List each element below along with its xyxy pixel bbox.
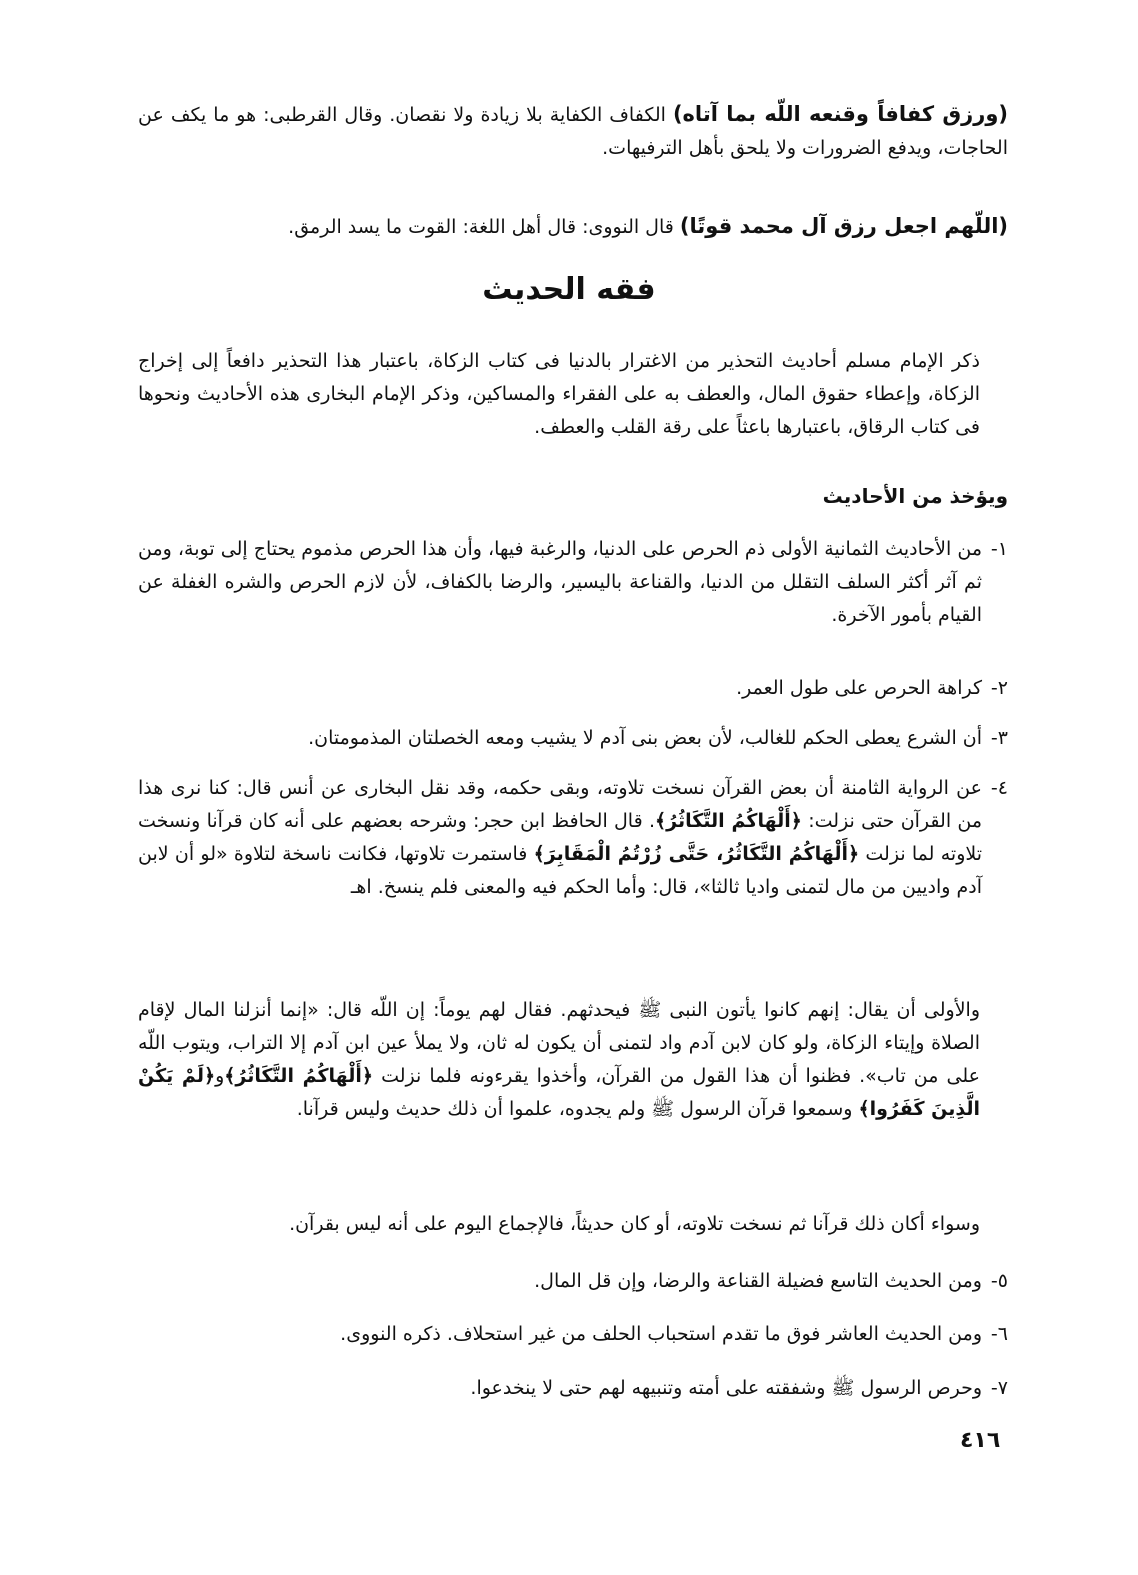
paragraph-sawa [138,1208,1008,1241]
intro-text: ذكر الإمام مسلم أحاديث التحذير من الاغترار بالدنيا فى كتاب الزكاة، باعتبار هذا التحذير دافعاً إلى إخراج الزكاة، وإعطاء حقوق المال، والعطف به على الفقراء والمساكين، وذكر الإمام البخارى هذه الأحاديث ونحوها فى كتاب الرقاق، باعتبارها باعثاً على رقة القلب والعطف. [138,350,980,438]
quran-verse-bayyina: ﴿لَمْ يَكُنْ الَّذِينَ كَفَرُوا﴾ [138,1065,980,1120]
awla-text-part1: والأولى أن يقال: إنهم كانوا يأتون النبى ﷺ فيحدثهم. فقال لهم يوماً: إن اللّه قال: «إنما أنزلنا المال لإقام الصلاة وإيتاء الزكاة، ولو كان لابن آدم واد لتمنى أن يكون له ثان، ولا يملأ عين ابن آدم إلا التراب، ويتوب اللّه على من تاب». فظنوا أن هذا القول من القرآن، وأخذوا يقرءونه فلما نزلت [138,999,980,1087]
list-text-1: من الأحاديث الثمانية الأولى ذم الحرص على الدنيا، والرغبة فيها، وأن هذا الحرص مذموم يحتاج إلى توبة، ومن ثم آثر أكثر السلف التقلل من الدنيا، والقناعة باليسير، والرضا بالكفاف، لأن لازم الحرص والشره الغفلة عن القيام بأمور الآخرة. [138,538,982,626]
awla-text-part2: وسمعوا قرآن الرسول ﷺ ولم يجدوه، علموا أن ذلك حديث وليس قرآنا. [296,1098,853,1120]
list-item-5 [138,1265,1008,1298]
quran-verse-maqabir: ﴿أَلْهَاكُمُ التَّكَاثُرُ، حَتَّى زُرْتُمُ الْمَقَابِرَ﴾ [533,843,860,865]
list-text-7: وحرص الرسول ﷺ وشفقته على أمته وتنبيهه لهم حتى لا ينخدعوا. [470,1377,982,1399]
paragraph-kafaf-text: الكفاف الكفاية بلا زيادة ولا نقصان. وقال القرطبى: هو ما يكف عن الحاجات، ويدفع الضرورات ولا يلحق بأهل الترفيهات. [138,104,1008,159]
quran-verse-takathur: ﴿أَلْهَاكُمُ التَّكَاثُرُ﴾ [655,810,802,832]
hadith-quote-kafaf: (ورزق كفافاً وقنعه اللّه بما آتاه) [672,102,1008,126]
awla-conjunction: و [215,1065,225,1087]
list-number-4: ٤- [990,777,1008,799]
list-number-5: ٥- [990,1270,1008,1292]
paragraph-kafaf [138,98,1008,165]
list-number-1: ١- [990,538,1008,560]
paragraph-awla-text [138,994,1008,1126]
subheading-block [138,484,1008,508]
page-number: ٤١٦ [960,1428,1001,1453]
list-item-2 [138,672,1008,705]
intro-paragraph [138,345,1008,444]
list-item-6 [138,1318,1008,1351]
quran-verse-takathur-2: ﴿أَلْهَاكُمُ التَّكَاثُرُ﴾ [224,1065,373,1087]
paragraph-qut [138,210,1008,244]
list-item-1 [138,533,1008,632]
list-item-4 [138,772,1008,904]
list-number-3: ٣- [990,727,1008,749]
subheading: ويؤخذ من الأحاديث [822,484,1008,508]
list-number-6: ٦- [990,1323,1008,1345]
list-item-7 [138,1372,1008,1405]
list-text-3: أن الشرع يعطى الحكم للغالب، لأن بعض بنى آدم لا يشيب ومعه الخصلتان المذمومتان. [308,727,982,749]
list-text-2: كراهة الحرص على طول العمر. [736,677,982,699]
list-number-2: ٢- [990,677,1008,699]
list-text-5: ومن الحديث التاسع فضيلة القناعة والرضا، وإن قل المال. [534,1270,982,1292]
section-heading: فقه الحديث [482,272,656,307]
paragraph-sawa-text: وسواء أكان ذلك قرآنا ثم نسخت تلاوته، أو كان حديثاً، فالإجماع اليوم على أنه ليس بقرآن. [289,1213,980,1235]
item4-text-part2: . قال الحافظ ابن حجر: وشرحه بعضهم على أنه كان قرآنا ونسخت تلاوته لما نزلت [138,810,982,865]
hadith-quote-qut: (اللّهم اجعل رزق آل محمد قوتًا) [679,214,1008,238]
list-text-4 [138,772,982,904]
list-item-3 [138,722,1008,755]
paragraph-awla [138,994,1008,1126]
paragraph-qut-text: قال النووى: قال أهل اللغة: القوت ما يسد الرمق. [288,216,674,238]
list-text-6: ومن الحديث العاشر فوق ما تقدم استحباب الحلف من غير استحلاف. ذكره النووى. [340,1323,982,1345]
item4-text-part3: فاستمرت تلاوتها، فكانت ناسخة لتلاوة «لو أن لابن آدم واديين من مال لتمنى واديا ثالثا»، قال: وأما الحكم فيه والمعنى فلم ينسخ. اهـ [138,843,982,898]
item4-text-part1: عن الرواية الثامنة أن بعض القرآن نسخت تلاوته، وبقى حكمه، وقد نقل البخارى عن أنس قال: كنا نرى هذا من القرآن حتى نزلت: [138,777,983,832]
list-number-7: ٧- [990,1377,1008,1399]
